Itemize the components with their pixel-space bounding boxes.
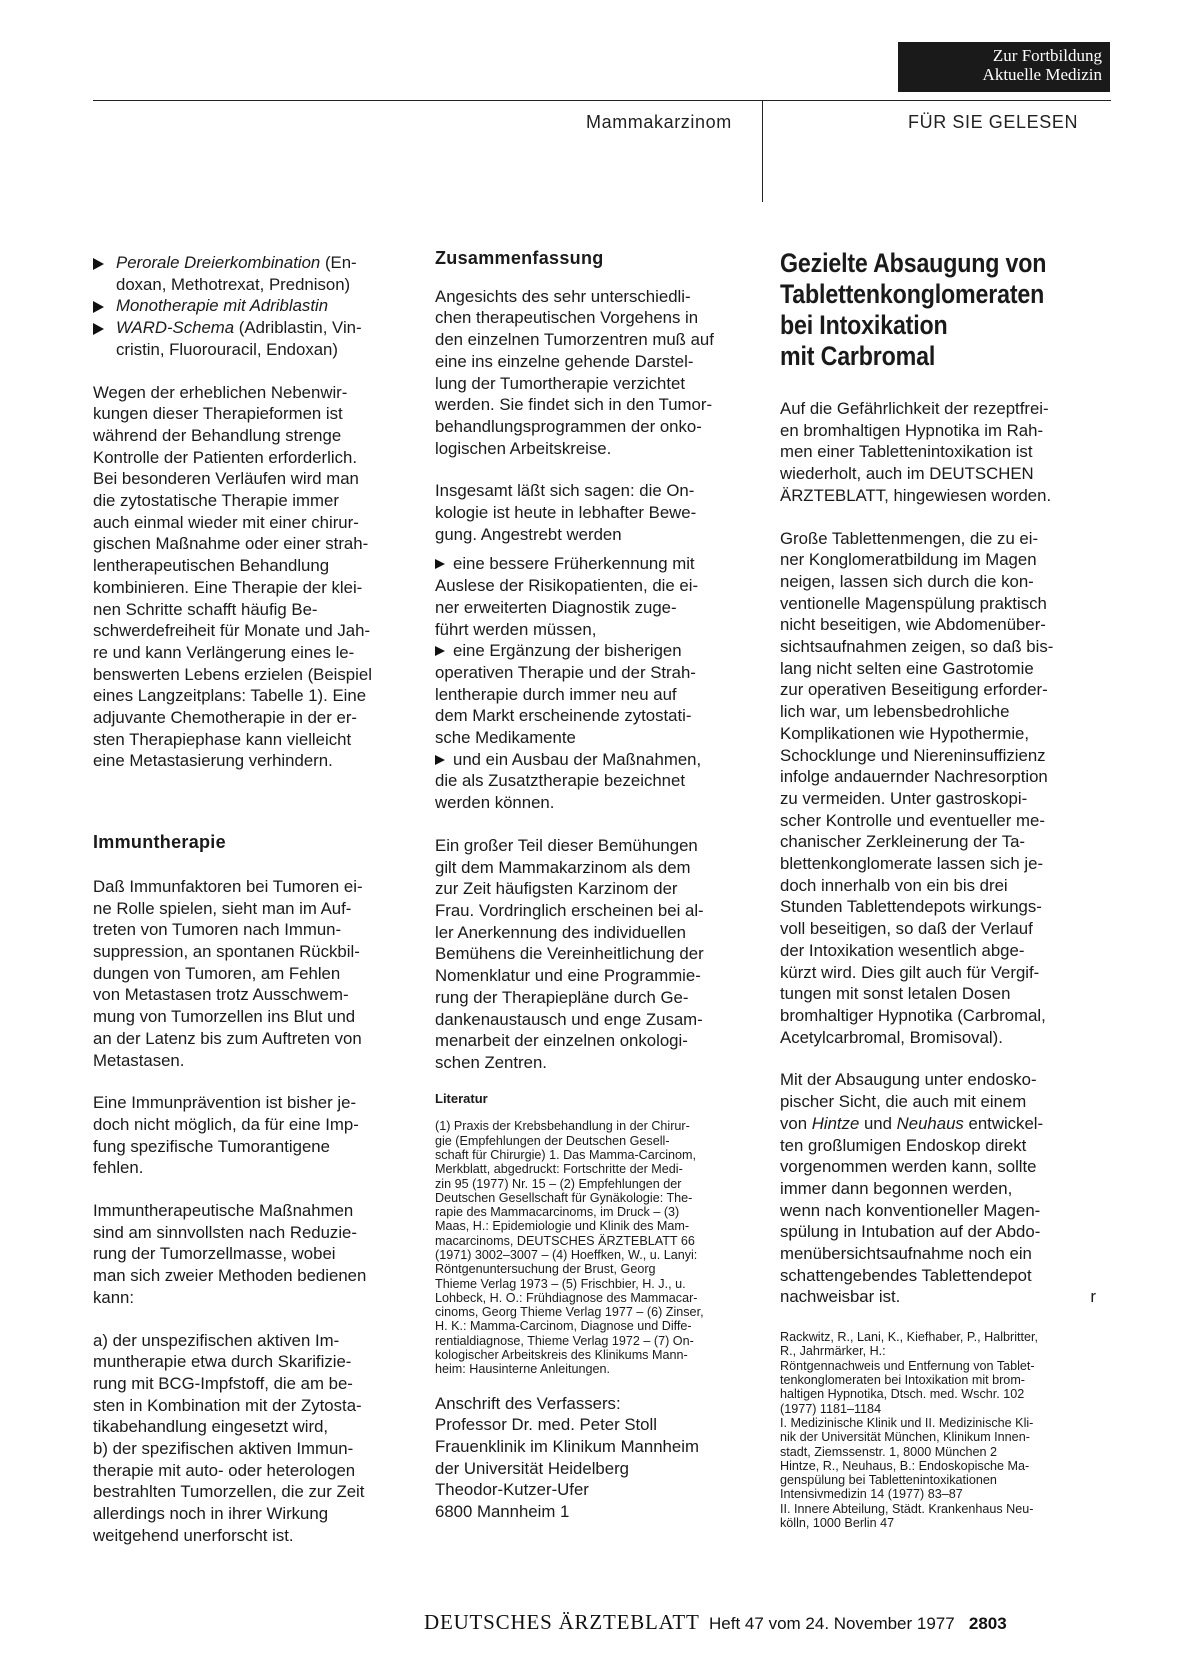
text-line: therapie mit auto- oder heterologen bbox=[93, 1460, 356, 1480]
address-line: Anschrift des Verfassers: bbox=[435, 1393, 621, 1413]
text-line: Große Tablettenmengen, die zu ei- bbox=[780, 528, 1039, 548]
text-line: werden. Sie findet sich in den Tumor- bbox=[435, 395, 713, 415]
text-line: chanischer Zerkleinerung der Ta- bbox=[780, 832, 1026, 852]
text-line: vorgenommen werden kann, sollte bbox=[780, 1157, 1037, 1177]
text-line: an der Latenz bis zum Auftreten von bbox=[93, 1028, 362, 1048]
text-line: kann: bbox=[93, 1287, 135, 1307]
text-line: Schocklunge und Niereninsuffizienz bbox=[780, 745, 1046, 765]
text-line: Stunden Tablettendepots wirkungs- bbox=[780, 897, 1042, 917]
text-line: wiederholt, auch im DEUTSCHEN bbox=[780, 464, 1034, 484]
text-line: nachweisbar ist. bbox=[780, 1287, 901, 1307]
text-line: weitgehend unerforscht ist. bbox=[93, 1525, 294, 1545]
text-line: auch einmal wieder mit einer chirur- bbox=[93, 512, 359, 532]
page-footer bbox=[424, 1610, 1007, 1635]
text-line: Bei besonderen Verläufen wird man bbox=[93, 469, 359, 489]
text-line: re und kann Verlängerung eines le- bbox=[93, 642, 355, 662]
address-line: 6800 Mannheim 1 bbox=[435, 1502, 570, 1522]
reference-line: haltigen Hypnotika, Dtsch. med. Wschr. 102 bbox=[780, 1387, 1025, 1402]
title-line: bei Intoxikation bbox=[780, 310, 948, 340]
literature-line: heim: Hausinterne Anleitungen. bbox=[435, 1362, 611, 1377]
paragraph bbox=[435, 480, 753, 545]
literature-line: macarcinoms, DEUTSCHES ÄRZTEBLATT 66 bbox=[435, 1233, 695, 1248]
address-line: Theodor-Kutzer-Ufer bbox=[435, 1480, 589, 1500]
column-2 bbox=[435, 248, 753, 1523]
text-line: Komplikationen wie Hypothermie, bbox=[780, 723, 1030, 743]
reference-line: R., Jahrmärker, H.: bbox=[780, 1344, 886, 1359]
text-line: rung der Therapiepläne durch Ge- bbox=[435, 987, 689, 1007]
text-line: Immuntherapeutische Maßnahmen bbox=[93, 1201, 354, 1221]
literature-line: cinoms, Georg Thieme Verlag 1977 – (6) Zinser, bbox=[435, 1305, 704, 1320]
literature-line: gie (Empfehlungen der Deutschen Gesell- bbox=[435, 1133, 670, 1148]
therapy-bullet-list bbox=[93, 252, 411, 361]
text-line: neigen, lassen sich durch die kon- bbox=[780, 571, 1034, 591]
text-line: schattengebendes Tablettendepot bbox=[780, 1265, 1032, 1285]
text-line: sten in Kombination mit der Zytosta- bbox=[93, 1395, 362, 1415]
text-line: nen Schritte schafft häufig Be- bbox=[93, 599, 318, 619]
bullet-item: Monotherapie mit Adriblastin bbox=[93, 295, 411, 317]
text-line: Wegen der erheblichen Nebenwir- bbox=[93, 382, 348, 402]
reference-line: nik der Universität München, Klinikum Innen- bbox=[780, 1430, 1030, 1445]
text-line: die zytostatische Therapie immer bbox=[93, 491, 339, 511]
section-heading: Zusammenfassung bbox=[435, 248, 604, 268]
text-line: Daß Immunfaktoren bei Tumoren ei- bbox=[93, 876, 363, 896]
paragraph bbox=[93, 1330, 411, 1547]
text-line: der Intoxikation wesentlich abge- bbox=[780, 940, 1025, 960]
bullet-item: Perorale Dreierkombination (En- doxan, Methotrexat, Prednison) bbox=[93, 252, 411, 295]
text-line: sten Therapiephase kann vielleicht bbox=[93, 729, 352, 749]
paragraph bbox=[93, 1200, 411, 1309]
text-line: en bromhaltigen Hypnotika im Rah- bbox=[780, 420, 1044, 440]
text-line: lentherapeutischen Behandlung bbox=[93, 556, 330, 576]
title-line: Gezielte Absaugung von bbox=[780, 248, 1047, 278]
bullet-item: WARD-Schema (Adriblastin, Vin- cristin, Fluorouracil, Endoxan) bbox=[93, 317, 411, 360]
text-line: eine Metastasierung verhindern. bbox=[93, 751, 333, 771]
text-line: lich war, um lebensbedrohliche bbox=[780, 702, 1010, 722]
goal-bullet-list bbox=[435, 553, 753, 813]
text-line: rung mit BCG-Impfstoff, die am be- bbox=[93, 1373, 353, 1393]
text-line: scher Kontrolle und eventueller me- bbox=[780, 810, 1045, 830]
text-line: Metastasen. bbox=[93, 1050, 185, 1070]
triangle-bullet-icon bbox=[435, 755, 445, 765]
literature-line: rentialdiagnose, Thieme Verlag 1972 – (7) On- bbox=[435, 1333, 694, 1348]
text-line: Angesichts des sehr unterschiedli- bbox=[435, 286, 691, 306]
literature-line: zin 95 (1977) Nr. 15 – (2) Empfehlungen der bbox=[435, 1176, 682, 1191]
literature-line: Lohbeck, H. O.: Frühdiagnose des Mammacar- bbox=[435, 1290, 698, 1305]
text-line: Auf die Gefährlichkeit der rezeptfrei- bbox=[780, 399, 1049, 418]
literature-line: Merkblatt, abgedruckt: Fortschritte der Medi- bbox=[435, 1162, 683, 1177]
reference-line: genspülung bei Tablettenintoxikationen bbox=[780, 1473, 997, 1488]
address-line: der Universität Heidelberg bbox=[435, 1458, 630, 1478]
literature-line: Maas, H.: Epidemiologie und Klinik des Mam- bbox=[435, 1219, 690, 1234]
text-line: ventionelle Magenspülung praktisch bbox=[780, 593, 1047, 613]
text-line: fung spezifische Tumorantigene bbox=[93, 1136, 330, 1156]
text-line: suppression, an spontanen Rückbil- bbox=[93, 941, 360, 961]
text-line: schen Zentren. bbox=[435, 1052, 547, 1072]
text-line: immer dann begonnen werden, bbox=[780, 1178, 1013, 1198]
text-line: Bemühens die Vereinheitlichung der bbox=[435, 944, 704, 964]
text-line: ner Konglomeratbildung im Magen bbox=[780, 550, 1037, 570]
column-1 bbox=[93, 252, 411, 1547]
text-line: chen therapeutischen Vorgehens in bbox=[435, 308, 699, 328]
end-mark: r bbox=[1090, 1287, 1096, 1307]
badge-line-1: Zur Fortbildung bbox=[992, 46, 1102, 65]
literature-line: (1971) 3002–3007 – (4) Hoeffken, W., u. Lanyi: bbox=[435, 1247, 698, 1262]
text-line: mung von Tumorzellen ins Blut und bbox=[93, 1007, 356, 1027]
reference-line: Intensivmedizin 14 (1977) 83–87 bbox=[780, 1487, 963, 1502]
reference-line: stadt, Ziemssenstr. 1, 8000 München 2 bbox=[780, 1444, 998, 1459]
paragraph bbox=[93, 382, 411, 773]
text-line: ÄRZTEBLATT, hingewiesen worden. bbox=[780, 485, 1052, 505]
text-line: den einzelnen Tumorzentren muß auf bbox=[435, 330, 714, 350]
journal-name: DEUTSCHES ÄRZTEBLATT bbox=[424, 1610, 700, 1634]
text-line: tungen mit sonst letalen Dosen bbox=[780, 984, 1011, 1004]
reference-line: I. Medizinische Klinik und II. Medizinische Kli- bbox=[780, 1415, 1034, 1430]
bullet-item: und ein Ausbau der Maßnahmen, die als Zusatztherapie bezeichnet werden können. bbox=[435, 749, 702, 813]
text-line: wenn nach konventioneller Magen- bbox=[780, 1200, 1041, 1220]
section-label: Mammakarzinom bbox=[586, 112, 732, 132]
text-line: doch innerhalb von ein bis drei bbox=[780, 875, 1008, 895]
text-line: kologie ist heute in lebhafter Bewe- bbox=[435, 503, 697, 523]
text-line: nicht beseitigen, wie Abdomenüber- bbox=[780, 615, 1046, 635]
text-line: treten von Tumoren nach Immun- bbox=[93, 920, 342, 940]
reference-line: kölln, 1000 Berlin 47 bbox=[780, 1515, 895, 1530]
reference-list bbox=[780, 1330, 1110, 1530]
paragraph bbox=[780, 528, 1110, 1049]
rubric-label: FÜR SIE GELESEN bbox=[908, 112, 1079, 132]
text-line: zur operativen Beseitigung erforder- bbox=[780, 680, 1048, 700]
issue-info: Heft 47 vom 24. November 1977 bbox=[709, 1614, 955, 1633]
text-line: spülung in Intubation auf der Abdo- bbox=[780, 1222, 1041, 1242]
triangle-bullet-icon bbox=[93, 258, 104, 270]
text-line: Insgesamt läßt sich sagen: die On- bbox=[435, 481, 695, 501]
text-line: infolge andauernder Nachresorption bbox=[780, 767, 1048, 787]
text-line: menübersichtsaufnahme noch ein bbox=[780, 1244, 1032, 1264]
text-line: benswerten Lebens erzielen (Beispiel bbox=[93, 664, 372, 684]
text-line: kürzt wird. Dies gilt auch für Vergif- bbox=[780, 962, 1040, 982]
text-line: man sich zweier Methoden bedienen bbox=[93, 1266, 367, 1286]
header-rule bbox=[93, 100, 1111, 101]
bullet-item: eine Ergänzung der bisherigen operativen Therapie und der Strah- lentherapie durch immer neu auf dem Markt erscheinende zytostati- sche Medikamente bbox=[435, 641, 696, 748]
text-line: rung der Tumorzellmasse, wobei bbox=[93, 1244, 336, 1264]
text-line: eine ins einzelne gehende Darstel- bbox=[435, 351, 694, 371]
text-line: doch nicht möglich, da für eine Imp- bbox=[93, 1114, 359, 1134]
text-line: b) der spezifischen aktiven Immun- bbox=[93, 1439, 354, 1459]
text-line: ne Rolle spielen, sieht man im Auf- bbox=[93, 898, 352, 918]
text-line: menarbeit der einzelnen onkologi- bbox=[435, 1031, 688, 1051]
text-line: zur Zeit häufigsten Karzinom der bbox=[435, 879, 678, 899]
text-line: blettenkonglomerate lassen sich je- bbox=[780, 854, 1044, 874]
text-line: logischen Arbeitskreise. bbox=[435, 438, 612, 458]
text-line: bestrahlten Tumorzellen, die zur Zeit bbox=[93, 1482, 365, 1502]
text-line: dungen von Tumoren, am Fehlen bbox=[93, 963, 341, 983]
text-line: men einer Tablettenintoxikation ist bbox=[780, 442, 1033, 462]
text-line: a) der unspezifischen aktiven Im- bbox=[93, 1330, 340, 1350]
text-line: lang nicht selten eine Gastrotomie bbox=[780, 658, 1034, 678]
column-3 bbox=[780, 248, 1110, 1530]
text-line: voll beseitigen, so daß der Verlauf bbox=[780, 919, 1033, 939]
text-line: von Metastasen trotz Ausschwem- bbox=[93, 985, 349, 1005]
paragraph bbox=[93, 1092, 411, 1179]
reference-line: Röntgennachweis und Entfernung von Tablet- bbox=[780, 1358, 1035, 1373]
text-line: Nomenklatur und eine Programmie- bbox=[435, 966, 701, 986]
text-line: Ein großer Teil dieser Bemühungen bbox=[435, 835, 698, 855]
text-line: gischen Maßnahme oder einer strah- bbox=[93, 534, 369, 554]
text-line: Acetylcarbromal, Bromisoval). bbox=[780, 1027, 1003, 1047]
title-line: Tablettenkonglomeraten bbox=[780, 279, 1045, 309]
reference-line: (1977) 1181–1184 bbox=[780, 1401, 882, 1416]
triangle-bullet-icon bbox=[93, 301, 104, 313]
literature-line: (1) Praxis der Krebsbehandlung in der Chirur- bbox=[435, 1119, 690, 1134]
address-line: Professor Dr. med. Peter Stoll bbox=[435, 1415, 657, 1435]
bullet-item: eine bessere Früherkennung mit Auslese der Risikopatienten, die ei- ner erweiterten Diagnostik zuge- führt werden müssen, bbox=[435, 554, 699, 639]
text-line: während der Behandlung strenge bbox=[93, 425, 342, 445]
text-line: von Hintze und Neuhaus entwickel- bbox=[780, 1113, 1044, 1133]
triangle-bullet-icon bbox=[435, 559, 445, 569]
text-line: zu vermeiden. Unter gastroskopi- bbox=[780, 788, 1028, 808]
text-line: ler Anerkennung des individuellen bbox=[435, 922, 686, 942]
text-line: sichtsaufnahmen zeigen, so daß bis- bbox=[780, 637, 1054, 657]
text-line: gilt dem Mammakarzinom als dem bbox=[435, 857, 691, 877]
text-line: allerdings noch in ihrer Wirkung bbox=[93, 1504, 329, 1524]
reference-line: Hintze, R., Neuhaus, B.: Endoskopische Ma- bbox=[780, 1458, 1030, 1473]
title-line: mit Carbromal bbox=[780, 341, 936, 371]
rubric-badge bbox=[898, 42, 1110, 92]
text-line: Frau. Vordringlich erscheinen bei al- bbox=[435, 900, 704, 920]
text-line: Eine Immunprävention ist bisher je- bbox=[93, 1093, 357, 1113]
paragraph bbox=[780, 1069, 1110, 1308]
literature-line: Thieme Verlag 1973 – (5) Frischbier, H. J., u. bbox=[435, 1276, 686, 1291]
paragraph bbox=[780, 398, 1110, 507]
text-line: gung. Angestrebt werden bbox=[435, 524, 622, 544]
text-line: bromhaltiger Hypnotika (Carbromal, bbox=[780, 1005, 1046, 1025]
badge-line-2: Aktuelle Medizin bbox=[982, 65, 1102, 84]
triangle-bullet-icon bbox=[93, 323, 104, 335]
literature-line: H. K.: Mamma-Carcinom, Diagnose und Diffe- bbox=[435, 1319, 692, 1334]
text-line: muntherapie etwa durch Skarifizie- bbox=[93, 1352, 352, 1372]
text-line: ten großlumigen Endoskop direkt bbox=[780, 1135, 1027, 1155]
triangle-bullet-icon bbox=[435, 646, 445, 656]
text-line: kombinieren. Eine Therapie der klei- bbox=[93, 577, 363, 597]
reference-line: Rackwitz, R., Lani, K., Kiefhaber, P., Halbritter, bbox=[780, 1330, 1039, 1345]
column-divider bbox=[762, 100, 763, 202]
literature-line: kologischer Arbeitskreis des Klinikums Mann- bbox=[435, 1348, 688, 1363]
text-line: kungen dieser Therapieformen ist bbox=[93, 404, 343, 424]
text-line: behandlungsprogrammen der onko- bbox=[435, 416, 702, 436]
text-line: fehlen. bbox=[93, 1158, 144, 1178]
text-line: schwerdefreiheit für Monate und Jah- bbox=[93, 621, 371, 641]
text-line: Kontrolle der Patienten erforderlich. bbox=[93, 447, 357, 467]
literature-line: Deutschen Gesellschaft für Gynäkologie: The- bbox=[435, 1190, 693, 1205]
literature-line: Röntgenuntersuchung der Brust, Georg bbox=[435, 1262, 656, 1277]
literature-list bbox=[435, 1119, 753, 1376]
text-line: lung der Tumortherapie verzichtet bbox=[435, 373, 685, 393]
text-line: adjuvante Chemotherapie in der er- bbox=[93, 708, 357, 728]
text-line: eines Langzeitplans: Tabelle 1). Eine bbox=[93, 686, 367, 706]
author-address bbox=[435, 1393, 753, 1523]
text-line: Mit der Absaugung unter endosko- bbox=[780, 1070, 1037, 1090]
page-number: 2803 bbox=[968, 1614, 1007, 1633]
text-line: tikabehandlung eingesetzt wird, bbox=[93, 1417, 329, 1437]
article-title bbox=[780, 248, 1077, 372]
reference-line: II. Innere Abteilung, Städt. Krankenhaus Neu- bbox=[780, 1501, 1034, 1516]
literature-heading: Literatur bbox=[435, 1090, 488, 1106]
paragraph bbox=[435, 835, 753, 1074]
text-line: pischer Sicht, die auch mit einem bbox=[780, 1092, 1027, 1112]
literature-line: rapie des Mammacarcinoms, im Druck – (3) bbox=[435, 1205, 680, 1220]
reference-line: tenkonglomeraten bei Intoxikation mit brom- bbox=[780, 1373, 1026, 1388]
section-heading: Immuntherapie bbox=[93, 832, 226, 853]
paragraph bbox=[435, 286, 753, 460]
literature-line: schaft für Chirurgie) 1. Das Mamma-Carcinom, bbox=[435, 1147, 697, 1162]
text-line: dankenaustausch und enge Zusam- bbox=[435, 1009, 703, 1029]
paragraph bbox=[93, 876, 411, 1071]
text-line: sind am sinnvollsten nach Reduzie- bbox=[93, 1222, 357, 1242]
address-line: Frauenklinik im Klinikum Mannheim bbox=[435, 1437, 699, 1457]
